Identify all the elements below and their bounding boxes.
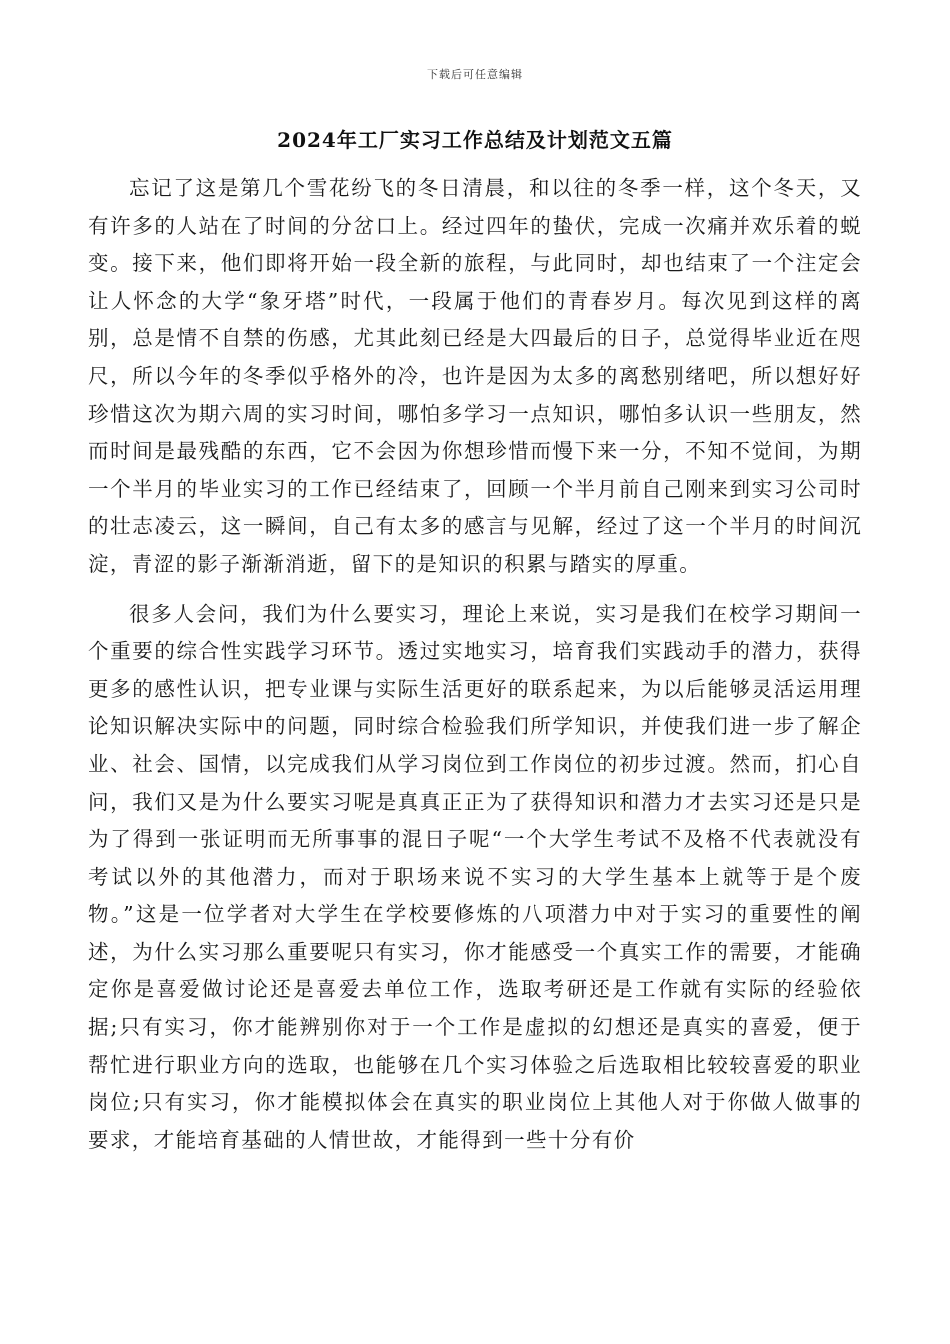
document-body (88, 170, 862, 1159)
header-note: 下载后可任意编辑 (427, 68, 523, 81)
paragraph-1: 忘记了这是第几个雪花纷飞的冬日清晨，和以往的冬季一样，这个冬天，又有许多的人站在了时间的分岔口上。经过四年的蛰伏，完成一次痛并欢乐着的蜕变。接下来，他们即将开始一段全新的旅程，与此同时，却也结束了一个注定会让人怀念的大学“象牙塔”时代，一段属于他们的青春岁月。每次见到这样的离别，总是情不自禁的伤感，尤其此刻已经是大四最后的日子，总觉得毕业近在咫尺，所以今年的冬季似乎格外的冷，也许是因为太多的离愁别绪吧，所以想好好珍惜这次为期六周的实习时间，哪怕多学习一点知识，哪怕多认识一些朋友，然而时间是最残酷的东西，它不会因为你想珍惜而慢下来一分，不知不觉间，为期一个半月的毕业实习的工作已经结束了，回顾一个半月前自己刚来到实习公司时的壮志凌云，这一瞬间，自己有太多的感言与见解，经过了这一个半月的时间沉淀，青涩的影子渐渐消逝，留下的是知识的积累与踏实的厚重。 (88, 176, 862, 576)
paragraph-2: 很多人会问，我们为什么要实习，理论上来说，实习是我们在校学习期间一个重要的综合性实践学习环节。透过实地实习，培育我们实践动手的潜力，获得更多的感性认识，把专业课与实际生活更好的联系起来，为以后能够灵活运用理论知识解决实际中的问题，同时综合检验我们所学知识，并使我们进一步了解企业、社会、国情，以完成我们从学习岗位到工作岗位的初步过渡。然而，扪心自问，我们又是为什么要实习呢是真真正正为了获得知识和潜力才去实习还是只是为了得到一张证明而无所事事的混日子呢“一个大学生考试不及格不代表就没有考试以外的其他潜力，而对于职场来说不实习的大学生基本上就等于是个废物。”这是一位学者对大学生在学校要修炼的八项潜力中对于实习的重要性的阐述，为什么实习那么重要呢只有实习，你才能感受一个真实工作的需要，才能确定你是喜爱做讨论还是喜爱去单位工作，选取考研还是工作就有实际的经验依据;只有实习，你才能辨别你对于一个工作是虚拟的幻想还是真实的喜爱，便于帮忙进行职业方向的选取，也能够在几个实习体验之后选取相比较较喜爱的职业岗位;只有实习，你才能模拟体会在真实的职业岗位上其他人对于你做人做事的要求，才能培育基础的人情世故，才能得到一些十分有价 (88, 601, 862, 1152)
document-title: 2024年工厂实习工作总结及计划范文五篇 (277, 128, 673, 152)
